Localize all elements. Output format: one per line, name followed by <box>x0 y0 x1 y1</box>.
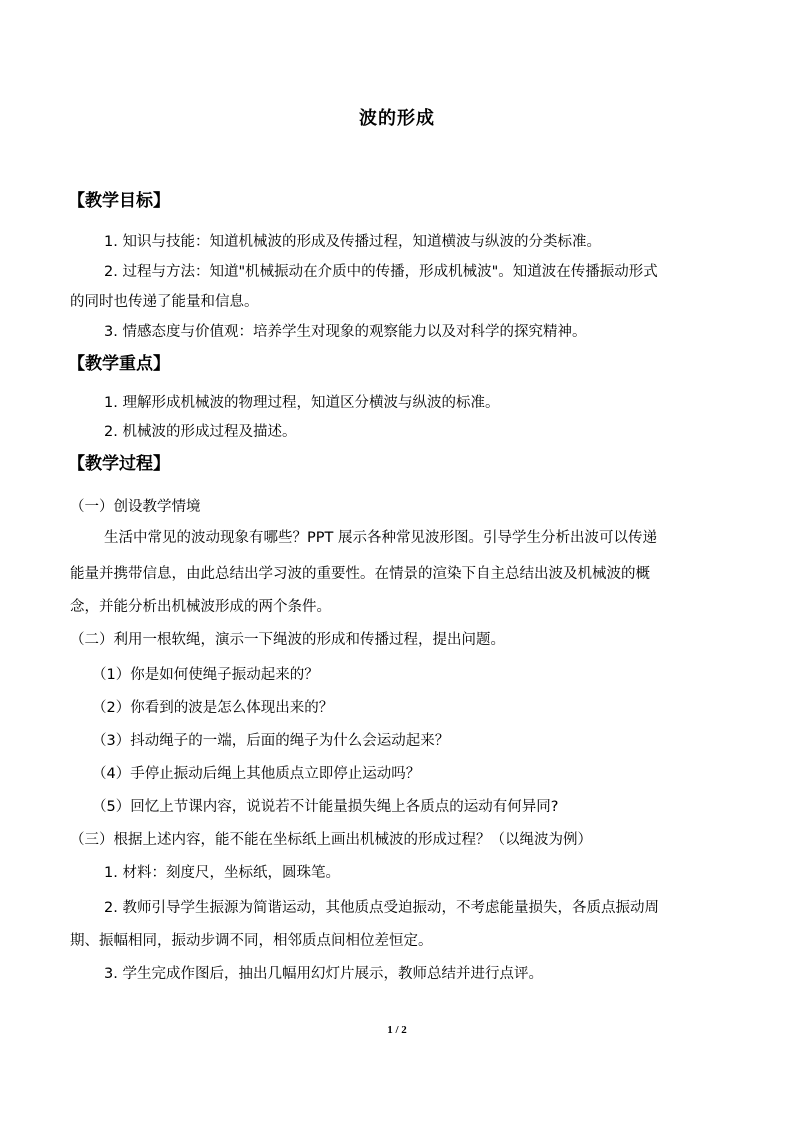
section-heading-process: 【教学过程】 <box>68 454 170 474</box>
question-5: （5）回忆上节课内容，说说若不计能量损失绳上各质点的运动有何异同? <box>92 799 559 815</box>
part3-item-1: 1. 材料：刻度尺，坐标纸，圆珠笔。 <box>104 865 340 881</box>
focus-item-1: 1. 理解形成机械波的物理过程，知道区分横波与纵波的标准。 <box>104 395 500 411</box>
goal-item-3: 3. 情感态度与价值观：培养学生对现象的观察能力以及对科学的探究精神。 <box>104 324 587 340</box>
part3-item-2-line2: 期、振幅相同，振动步调不同，相邻质点间相位差恒定。 <box>70 933 433 949</box>
part1-paragraph-line3: 念，并能分析出机械波形成的两个条件。 <box>70 599 331 615</box>
section-heading-focus: 【教学重点】 <box>68 354 170 374</box>
part1-title: （一）创设教学情境 <box>70 499 201 515</box>
focus-item-2: 2. 机械波的形成过程及描述。 <box>104 424 297 440</box>
question-3: （3）抖动绳子的一端，后面的绳子为什么会运动起来？ <box>92 733 450 749</box>
part1-paragraph-line1: 生活中常见的波动现象有哪些？PPT 展示各种常见波形图。引导学生分析出波可以传递 <box>104 530 657 546</box>
question-4: （4）手停止振动后绳上其他质点立即停止运动吗？ <box>92 766 421 782</box>
part1-paragraph-line2: 能量并携带信息，由此总结出学习波的重要性。在情景的渲染下自主总结出波及机械波的概 <box>70 566 650 582</box>
page-title: 波的形成 <box>359 108 435 129</box>
question-2: （2）你看到的波是怎么体现出来的？ <box>92 700 334 716</box>
part3-item-3: 3. 学生完成作图后，抽出几幅用幻灯片展示，教师总结并进行点评。 <box>104 966 543 982</box>
goal-item-2-line2: 的同时也传递了能量和信息。 <box>70 294 259 310</box>
page-number: 1 / 2 <box>387 1024 407 1036</box>
goal-item-1: 1. 知识与技能：知道机械波的形成及传播过程，知道横波与纵波的分类标准。 <box>104 234 601 250</box>
goal-item-2-line1: 2. 过程与方法：知道"机械振动在介质中的传播，形成机械波"。知道波在传播振动形式 <box>104 264 658 280</box>
part3-item-2-line1: 2. 教师引导学生振源为简谐运动，其他质点受迫振动，不考虑能量损失，各质点振动周 <box>104 900 659 916</box>
section-heading-goals: 【教学目标】 <box>68 191 170 211</box>
question-1: （1）你是如何使绳子振动起来的？ <box>92 667 319 683</box>
part2-title: （二）利用一根软绳，演示一下绳波的形成和传播过程，提出问题。 <box>70 632 505 648</box>
part3-title: （三）根据上述内容，能不能在坐标纸上画出机械波的形成过程？（以绳波为例） <box>70 832 592 848</box>
